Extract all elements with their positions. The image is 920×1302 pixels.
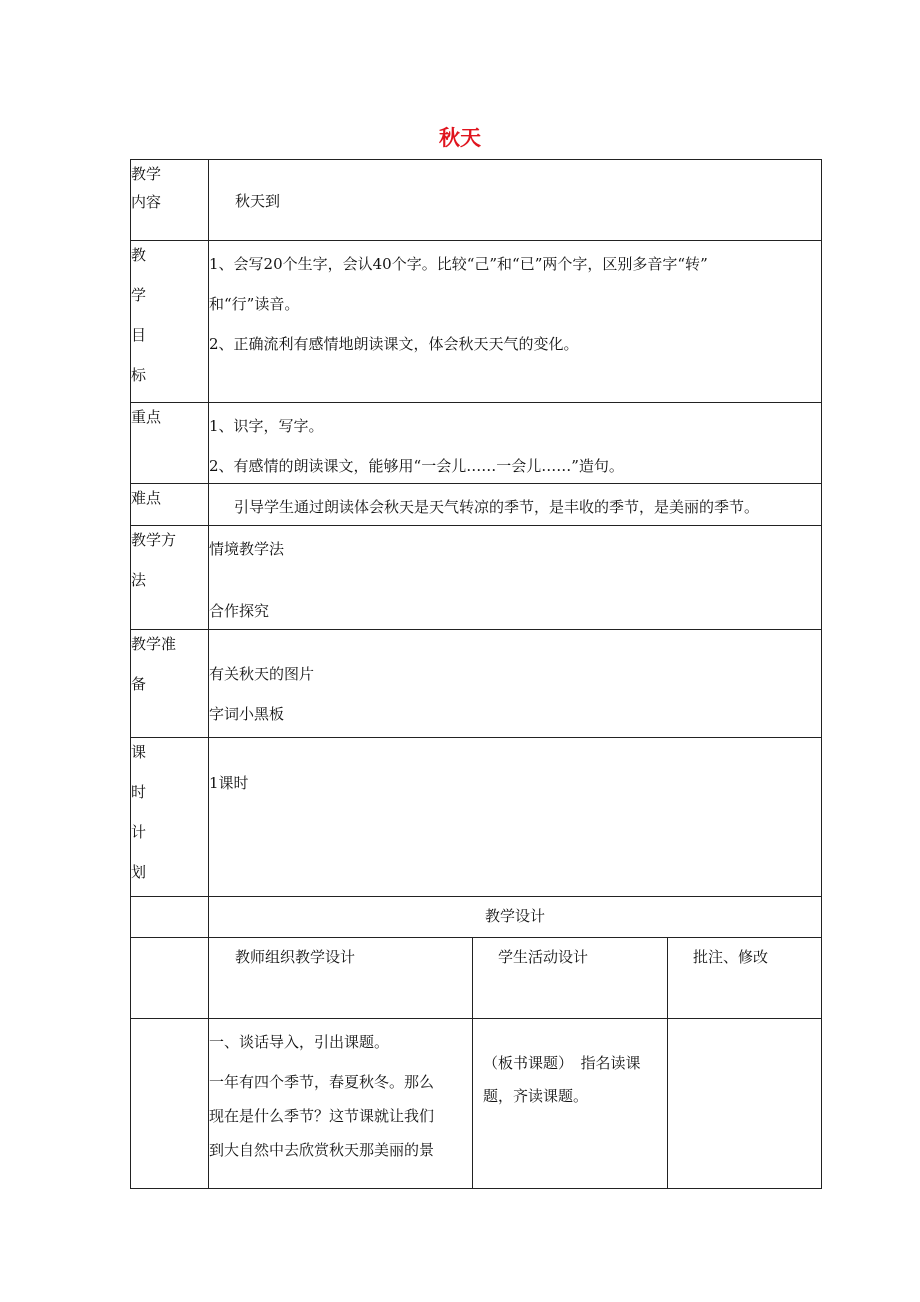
teacher-line: 一年有四个季节，春夏秋冬。那么	[209, 1073, 435, 1091]
preparation-item-1: 有关秋天的图片	[209, 665, 315, 683]
teaching-method-value	[209, 526, 822, 630]
row-schedule	[131, 738, 822, 897]
label-char: 目	[131, 326, 147, 344]
teaching-content-value	[209, 160, 822, 241]
teacher-line: 现在是什么季节？这节课就让我们	[209, 1107, 435, 1125]
label-schedule	[131, 738, 209, 897]
label-line: 教学方	[131, 531, 177, 549]
row-design-content	[131, 1019, 822, 1189]
row-key-points	[131, 403, 822, 484]
label-char: 计	[131, 823, 147, 841]
label-line: 内容	[131, 193, 162, 211]
label-char: 学	[131, 286, 147, 304]
label-teaching-content	[131, 160, 209, 241]
label-key-points	[131, 403, 209, 484]
label-line: 教学	[131, 165, 162, 183]
notes-cell	[668, 1019, 822, 1189]
page-title: 秋天	[439, 126, 481, 150]
teaching-preparation-value	[209, 630, 822, 738]
label-char: 标	[131, 366, 147, 384]
student-line: 题，齐读课题。	[483, 1087, 589, 1105]
label-difficulty	[131, 484, 209, 526]
goal-item-2: 2、正确流利有感情地朗读课文，体会秋天天气的变化。	[209, 335, 579, 353]
label-text: 难点	[131, 489, 162, 507]
teacher-line: 一、谈话导入，引出课题。	[209, 1033, 390, 1051]
teacher-design-cell	[209, 1019, 473, 1189]
student-line: （板书课题） 指名读课	[483, 1054, 641, 1072]
empty-cell	[131, 1019, 209, 1189]
label-line: 法	[131, 571, 147, 589]
key-point-2: 2、有感情的朗读课文，能够用“一会儿……一会儿……”造句。	[209, 457, 624, 475]
key-point-1: 1、识字，写字。	[209, 417, 324, 435]
empty-cell	[131, 897, 209, 938]
design-heading-text: 教学设计	[485, 907, 546, 925]
content-text: 秋天到	[235, 192, 281, 210]
key-points-value	[209, 403, 822, 484]
column-header-teacher	[209, 938, 473, 1019]
method-item-2: 合作探究	[209, 602, 270, 620]
notes-column-label: 批注、修改	[693, 948, 769, 966]
column-header-student	[473, 938, 668, 1019]
preparation-item-2: 字词小黑板	[209, 705, 285, 723]
row-difficulty	[131, 484, 822, 526]
label-teaching-preparation	[131, 630, 209, 738]
goal-item-1-line-1: 1、会写20个生字，会认40个字。比较“己”和“已”两个字，区别多音字“转”	[209, 255, 708, 273]
label-char: 时	[131, 783, 147, 801]
method-item-1: 情境教学法	[209, 540, 285, 558]
label-text: 重点	[131, 408, 162, 426]
student-column-label: 学生活动设计	[498, 948, 589, 966]
difficulty-text: 引导学生通过朗读体会秋天是天气转凉的季节，是丰收的季节，是美丽的季节。	[234, 498, 760, 516]
label-line: 备	[131, 675, 147, 693]
label-line: 教学准	[131, 635, 177, 653]
row-teaching-content	[131, 160, 822, 241]
difficulty-value	[209, 484, 822, 526]
schedule-value	[209, 738, 822, 897]
schedule-text: 1课时	[209, 774, 249, 792]
student-design-cell	[473, 1019, 668, 1189]
row-teaching-preparation	[131, 630, 822, 738]
label-char: 教	[131, 246, 147, 264]
label-teaching-method	[131, 526, 209, 630]
teaching-goals-value	[209, 241, 822, 403]
column-header-notes	[668, 938, 822, 1019]
design-heading	[209, 897, 822, 938]
goal-item-1-line-2: 和“行”读音。	[209, 295, 300, 313]
teacher-line: 到大自然中去欣赏秋天那美丽的景	[209, 1141, 435, 1159]
row-teaching-goals	[131, 241, 822, 403]
label-char: 课	[131, 743, 147, 761]
empty-cell	[131, 938, 209, 1019]
label-char: 划	[131, 863, 147, 881]
row-teaching-method	[131, 526, 822, 630]
row-design-columns	[131, 938, 822, 1019]
teacher-column-label: 教师组织教学设计	[235, 948, 356, 966]
row-design-heading	[131, 897, 822, 938]
label-teaching-goals	[131, 241, 209, 403]
lesson-plan-table	[130, 159, 822, 1189]
